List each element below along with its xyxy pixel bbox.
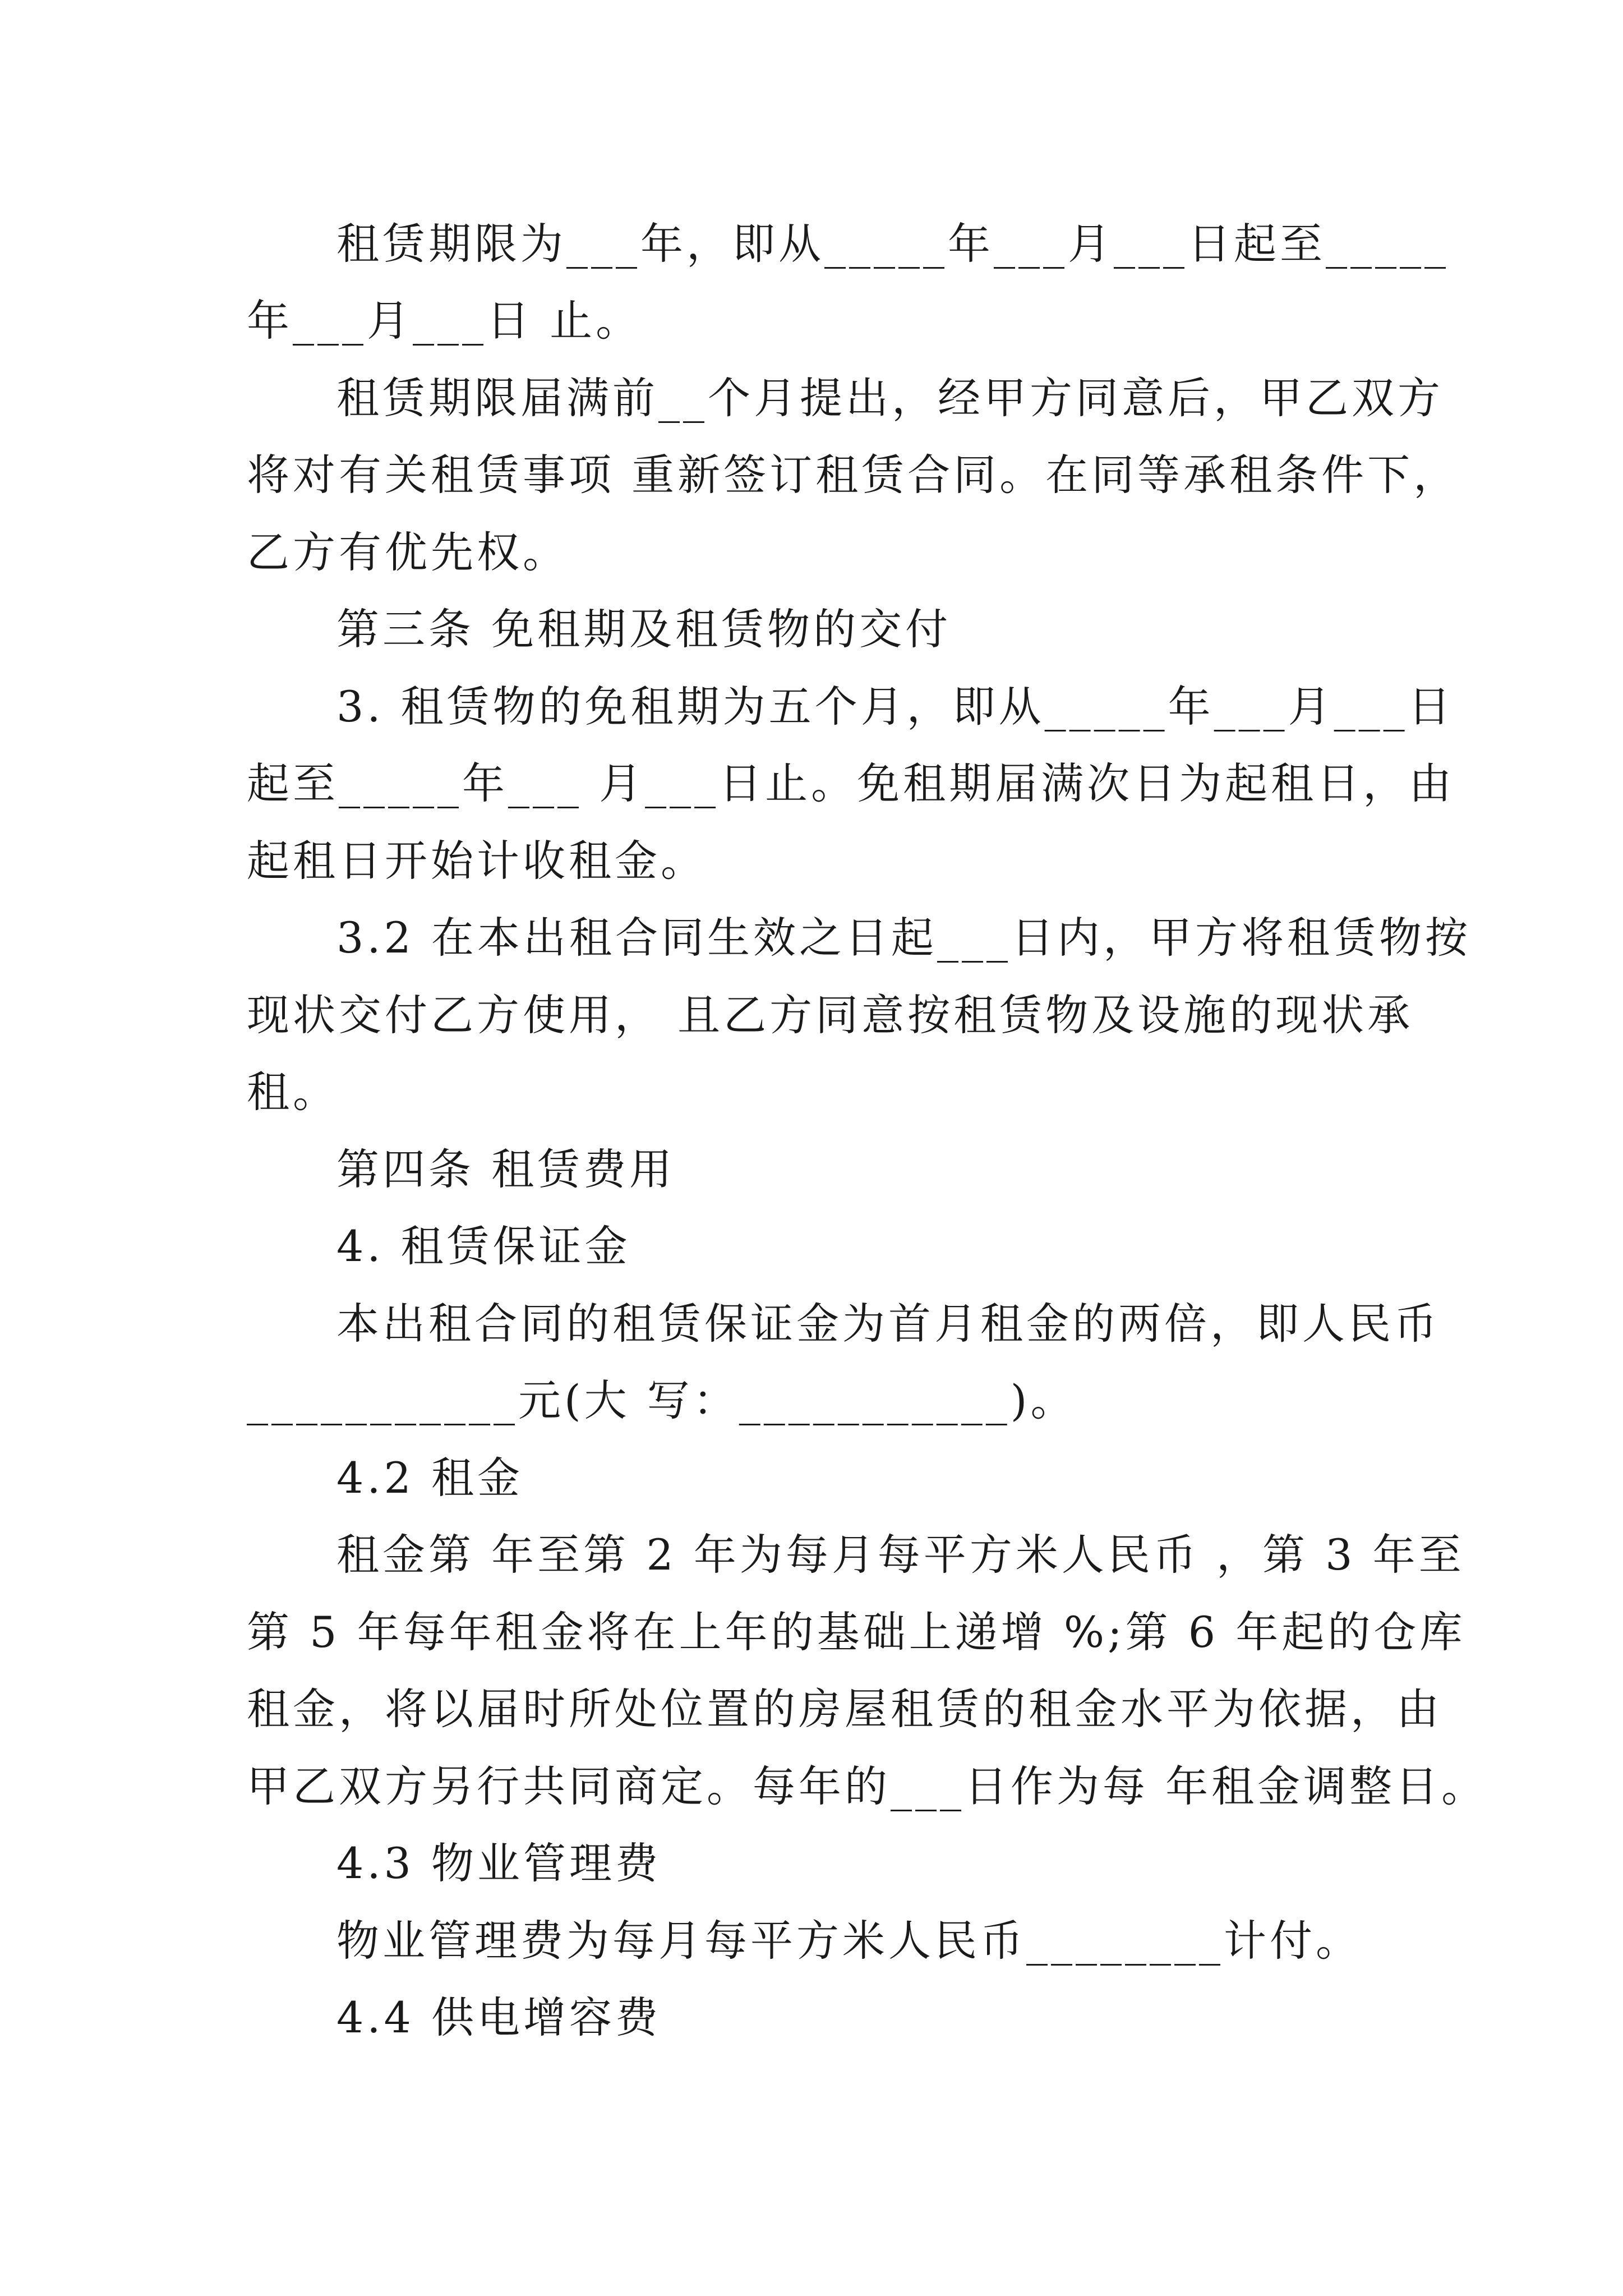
clause-3-2-line: 3.2 在本出租合同生效之日起___日内，甲方将租赁物按 bbox=[336, 913, 1472, 963]
rent-line: 租金第 年至第 2 年为每月每平方米人民币 ，第 3 年至 bbox=[336, 1530, 1465, 1580]
lease-term-end-line: 年___月___日 止。 bbox=[247, 296, 642, 346]
clause-3-1-line-3: 起租日开始计收租金。 bbox=[247, 836, 707, 886]
article-4-heading: 第四条 租赁费用 bbox=[336, 1144, 676, 1194]
rent-line-4: 甲乙双方另行共同商定。每年的___日作为每 年租金调整日。 bbox=[247, 1761, 1488, 1811]
deposit-line-2: ___________元(大 写：___________)。 bbox=[247, 1375, 1077, 1425]
clause-4-2-heading: 4.2 租金 bbox=[336, 1453, 524, 1503]
clause-3-2-line-3: 租。 bbox=[247, 1067, 339, 1117]
rent-line-3: 租金，将以届时所处位置的房屋租赁的租金水平为依据，由 bbox=[247, 1684, 1442, 1734]
clause-4-1-heading: 4. 租赁保证金 bbox=[336, 1221, 631, 1271]
property-fee-line: 物业管理费为每月每平方米人民币________计付。 bbox=[336, 1916, 1362, 1966]
clause-4-4-heading: 4.4 供电增容费 bbox=[336, 1993, 662, 2042]
article-3-heading: 第三条 免租期及租赁物的交付 bbox=[336, 604, 952, 654]
renewal-line-2: 将对有关租赁事项 重新签订租赁合同。在同等承租条件下， bbox=[247, 450, 1460, 500]
renewal-line: 租赁期限届满前__个月提出，经甲方同意后，甲乙双方 bbox=[336, 373, 1444, 423]
clause-4-3-heading: 4.3 物业管理费 bbox=[336, 1838, 662, 1888]
deposit-line: 本出租合同的租赁保证金为首月租金的两倍，即人民币 bbox=[336, 1299, 1440, 1349]
clause-3-2-line-2: 现状交付乙方使用， 且乙方同意按租赁物及设施的现状承 bbox=[247, 990, 1414, 1040]
clause-3-1-line-2: 起至_____年___ 月___日止。免租期届满次日为起租日，由 bbox=[247, 758, 1455, 808]
renewal-line-3: 乙方有优先权。 bbox=[247, 527, 569, 577]
rent-line-2: 第 5 年每年租金将在上年的基础上递增 %;第 6 年起的仓库 bbox=[247, 1607, 1466, 1657]
clause-3-1-line: 3. 租赁物的免租期为五个月，即从_____年___月___日 bbox=[336, 682, 1454, 731]
lease-term-line: 租赁期限为___年，即从_____年___月___日起至_____ bbox=[336, 219, 1449, 269]
